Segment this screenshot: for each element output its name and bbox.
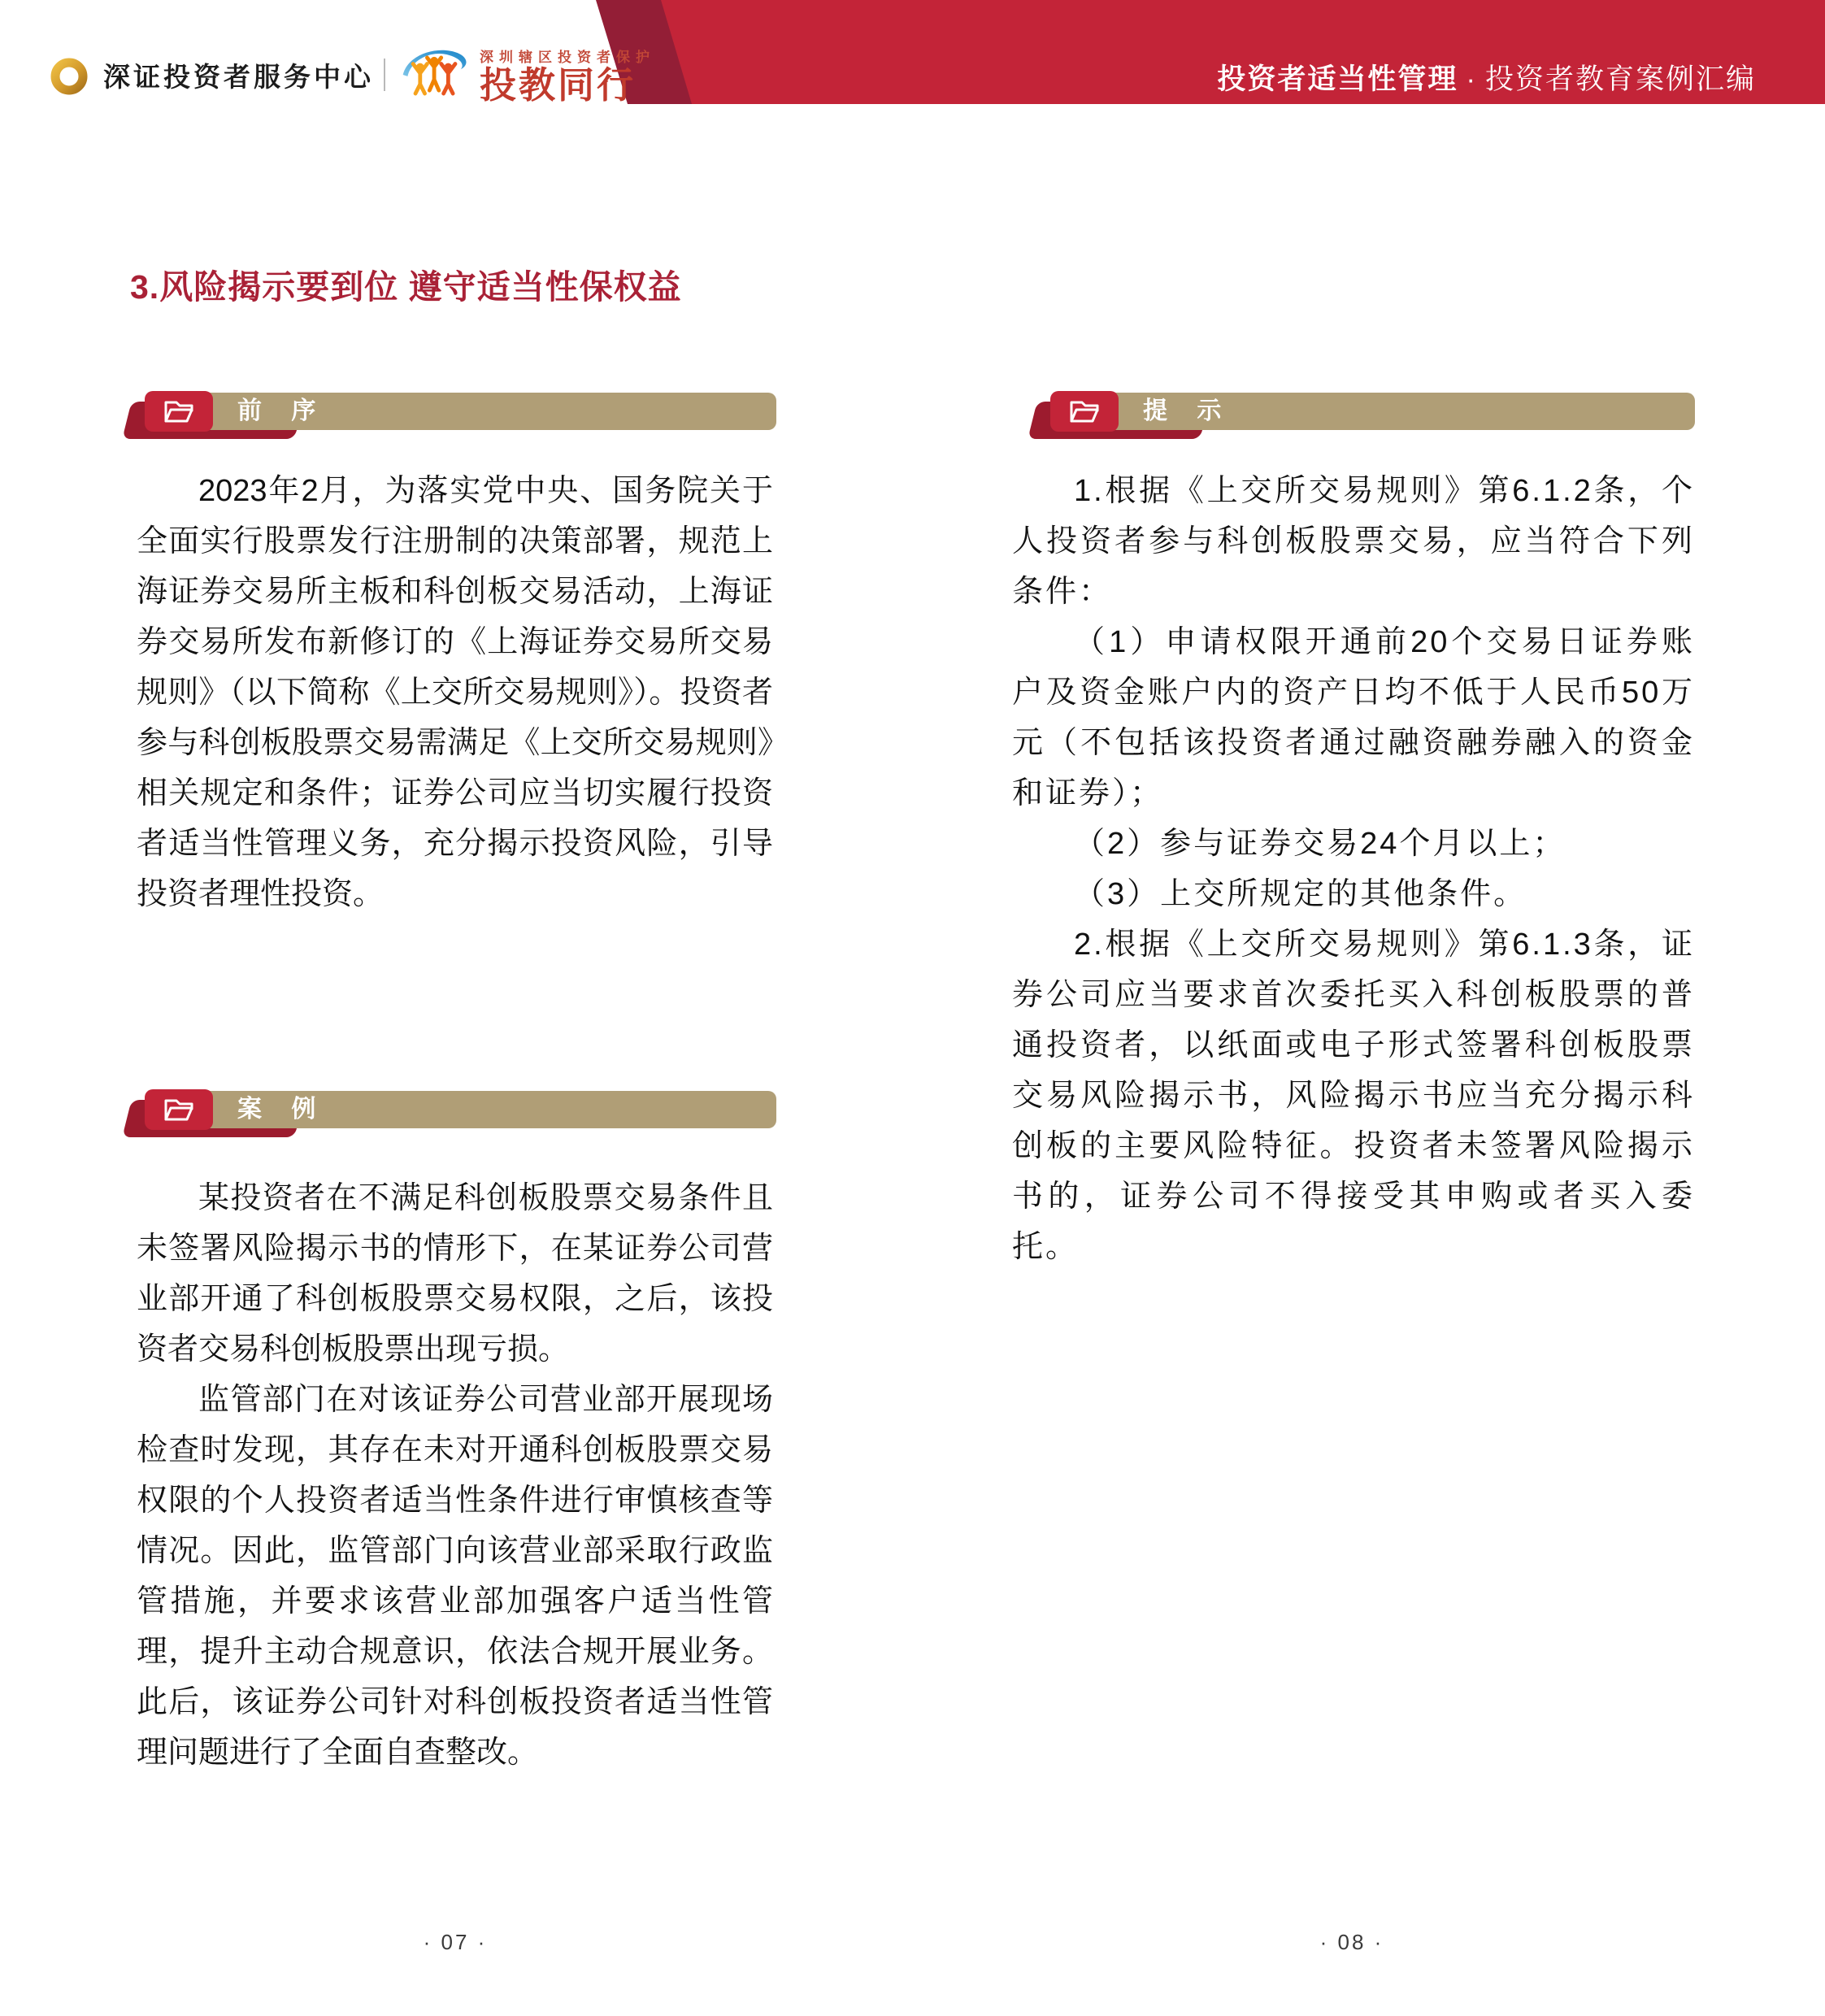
paragraph: 某投资者在不满足科创板股票交易条件且未签署风险揭示书的情形下，在某证券公司营业部开通了科创板股票交易权限，之后，该投资者交易科创板股票出现亏损。 [137, 1181, 773, 1366]
page-number-right: · 08 · [1319, 1930, 1384, 1954]
logo-figure-middle [427, 57, 441, 90]
section-bar [1080, 393, 1695, 430]
paragraph: （3）上交所规定的其他条件。 [1074, 877, 1527, 911]
page-number-left: · 07 · [423, 1930, 488, 1954]
logo-figure-right [441, 63, 455, 93]
preface-text [137, 466, 773, 919]
section-tab [145, 391, 213, 432]
toujiao-logo-icon [397, 43, 475, 106]
section-header-tips [1050, 391, 1695, 432]
paragraph: 2.根据《上交所交易规则》第6.1.3条，证券公司应当要求首次委托买入科创板股票的普通投资者，以纸面或电子形式签署科创板股票交易风险揭示书，风险揭示书应当充分揭示科创板的主要风险特征。投资者未签署风险揭示书的，证券公司不得接受其申购或者买入委托。 [1012, 928, 1695, 1264]
section-bar [174, 1091, 776, 1128]
brand-divider [384, 59, 385, 91]
header-brand [46, 42, 655, 107]
logo-tagline [480, 46, 655, 105]
paragraph: （2）参与证券交易24个月以上； [1074, 827, 1566, 861]
folder-icon [160, 396, 198, 427]
logo-tagline-small: 深圳辖区投资者保护 [480, 49, 655, 65]
org-name: 深证投资者服务中心 [103, 61, 374, 92]
paragraph: 监管部门在对该证券公司营业部开展现场检查时发现，其存在未对开通科创板股票交易权限的个人投资者适当性条件进行审慎核查等情况。因此，监管部门向该营业部采取行政监管措施，并要求该营业部加强客户适当性管理，提升主动合规意识，依法合规开展业务。此后，该证券公司针对科创板投资者适当性管理问题进行了全面自查整改。 [137, 1383, 773, 1770]
header-banner-title [1217, 57, 1756, 98]
section-label-preface: 前 序 [237, 398, 328, 424]
paragraph: 1.根据《上交所交易规则》第6.1.2条，个人投资者参与科创板股票交易，应当符合下列条件： [1012, 474, 1695, 609]
section-tab [1050, 391, 1119, 432]
banner-title-separator: · [1466, 63, 1477, 95]
section-label-tips: 提 示 [1143, 398, 1233, 424]
section-label-case: 案 例 [237, 1096, 328, 1123]
folder-icon [1066, 396, 1103, 427]
paragraph: （1）申请权限开通前20个交易日证券账户及资金账户内的资产日均不低于人民币50万元（不包括该投资者通过融资融券融入的资金和证券）； [1012, 625, 1695, 810]
szse-ring-logo-icon [46, 52, 92, 98]
section-header-preface [145, 391, 776, 432]
case-text [137, 1173, 773, 1778]
page-title: 3.风险揭示要到位 遵守适当性保权益 [130, 268, 682, 306]
logo-tagline-large: 投教同行 [480, 63, 637, 106]
section-bar [174, 393, 776, 430]
section-header-case [145, 1089, 776, 1130]
tips-text [1012, 466, 1695, 1272]
banner-title-rest: 投资者教育案例汇编 [1484, 63, 1756, 95]
folder-icon [160, 1094, 198, 1125]
section-tab [145, 1089, 213, 1130]
banner-title-bold: 投资者适当性管理 [1217, 63, 1458, 95]
paragraph: 2023年2月，为落实党中央、国务院关于全面实行股票发行注册制的决策部署，规范上海证券交易所主板和科创板交易活动，上海证券交易所发布新修订的《上海证券交易所交易规则》（以下简称《上交所交易规则》）。投资者参与科创板股票交易需满足《上交所交易规则》相关规定和条件；证券公司应当切实履行投资者适当性管理义务，充分揭示投资风险，引导投资者理性投资。 [137, 474, 773, 911]
logo-figure-left [413, 63, 427, 93]
